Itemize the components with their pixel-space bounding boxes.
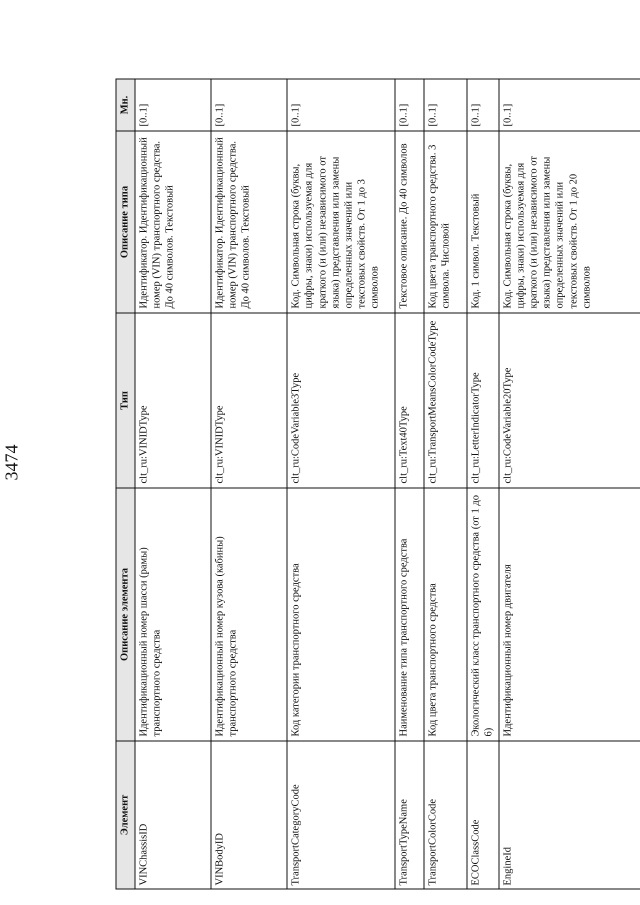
table-header-row — [116, 79, 135, 889]
table-row — [135, 79, 211, 889]
cell-type-description: Идентификатор. Идентификационный номер (VIN) транспортного средства. До 40 символов. Текстовый — [135, 131, 211, 313]
cell-type-description: Код цвета транспортного средства. 3 символа. Числовой — [424, 131, 466, 313]
cell-multiplicity: [0..1] — [467, 79, 499, 131]
page-number: 3474 — [1, 444, 22, 481]
cell-description: Наименование типа транспортного средства — [395, 488, 424, 741]
cell-element: EngineId — [499, 741, 640, 889]
cell-multiplicity: [0..1] — [424, 79, 466, 131]
cell-type: clt_ru:VINIDType — [211, 313, 288, 488]
cell-element: ECOClassCode — [467, 741, 499, 889]
header-element-description: Описание элемента — [116, 488, 135, 741]
cell-type: clt_ru:CodeVariable20Type — [499, 313, 640, 488]
cell-type-description: Код. Символьная строка (буквы, цифры, знаки) используемая для краткого (и (или) независимого от языка) представления или замены определенных значений или текстовых свойств. От 1 до 3 символов — [287, 131, 395, 313]
cell-type: clt_ru:Text40Type — [395, 313, 424, 488]
cell-type-description: Текстовое описание. До 40 символов — [395, 131, 424, 313]
cell-type: clt_ru:TransportMeansColorCodeType — [424, 313, 466, 488]
cell-description: Идентификационный номер двигателя — [499, 488, 640, 741]
table-row — [287, 79, 395, 889]
cell-type: clt_ru:VINIDType — [135, 313, 211, 488]
cell-description: Идентификационный номер кузова (кабины) транспортного средства — [211, 488, 288, 741]
table-row — [211, 79, 288, 889]
table-row — [395, 79, 424, 889]
table-row — [499, 79, 640, 889]
cell-type-description: Код. 1 символ. Текстовый — [467, 131, 499, 313]
cell-type-description: Идентификатор. Идентификационный номер (VIN) транспортного средства. До 40 символов. Текстовый — [211, 131, 288, 313]
table-container — [116, 80, 640, 890]
cell-multiplicity: [0..1] — [287, 79, 395, 131]
cell-element: TransportCategoryCode — [287, 741, 395, 889]
cell-description: Идентификационный номер шасси (рамы) транспортного средства — [135, 488, 211, 741]
header-multiplicity: Мн. — [116, 79, 135, 131]
cell-multiplicity: [0..1] — [499, 79, 640, 131]
cell-element: TransportTypeName — [395, 741, 424, 889]
cell-multiplicity: [0..1] — [135, 79, 211, 131]
cell-type-description: Код. Символьная строка (буквы, цифры, знаки) используемая для краткого (и (или) независимого от языка) представления или замены определенных значений или текстовых свойств. От 1 до 20 символов — [499, 131, 640, 313]
cell-type: clt_ru:LetterIndicatorType — [467, 313, 499, 488]
cell-element: VINChassisID — [135, 741, 211, 889]
cell-multiplicity: [0..1] — [395, 79, 424, 131]
table-row — [424, 79, 466, 889]
cell-multiplicity: [0..1] — [211, 79, 288, 131]
cell-element: TransportColorCode — [424, 741, 466, 889]
cell-description: Код категории транспортного средства — [287, 488, 395, 741]
header-type: Тип — [116, 313, 135, 488]
cell-description: Код цвета транспортного средства — [424, 488, 466, 741]
table-row — [467, 79, 499, 889]
cell-description: Экологический класс транспортного средства (от 1 до 6) — [467, 488, 499, 741]
elements-table — [116, 79, 640, 890]
header-element: Элемент — [116, 741, 135, 889]
header-type-description: Описание типа — [116, 131, 135, 313]
cell-type: clt_ru:CodeVariable3Type — [287, 313, 395, 488]
cell-element: VINBodyID — [211, 741, 288, 889]
